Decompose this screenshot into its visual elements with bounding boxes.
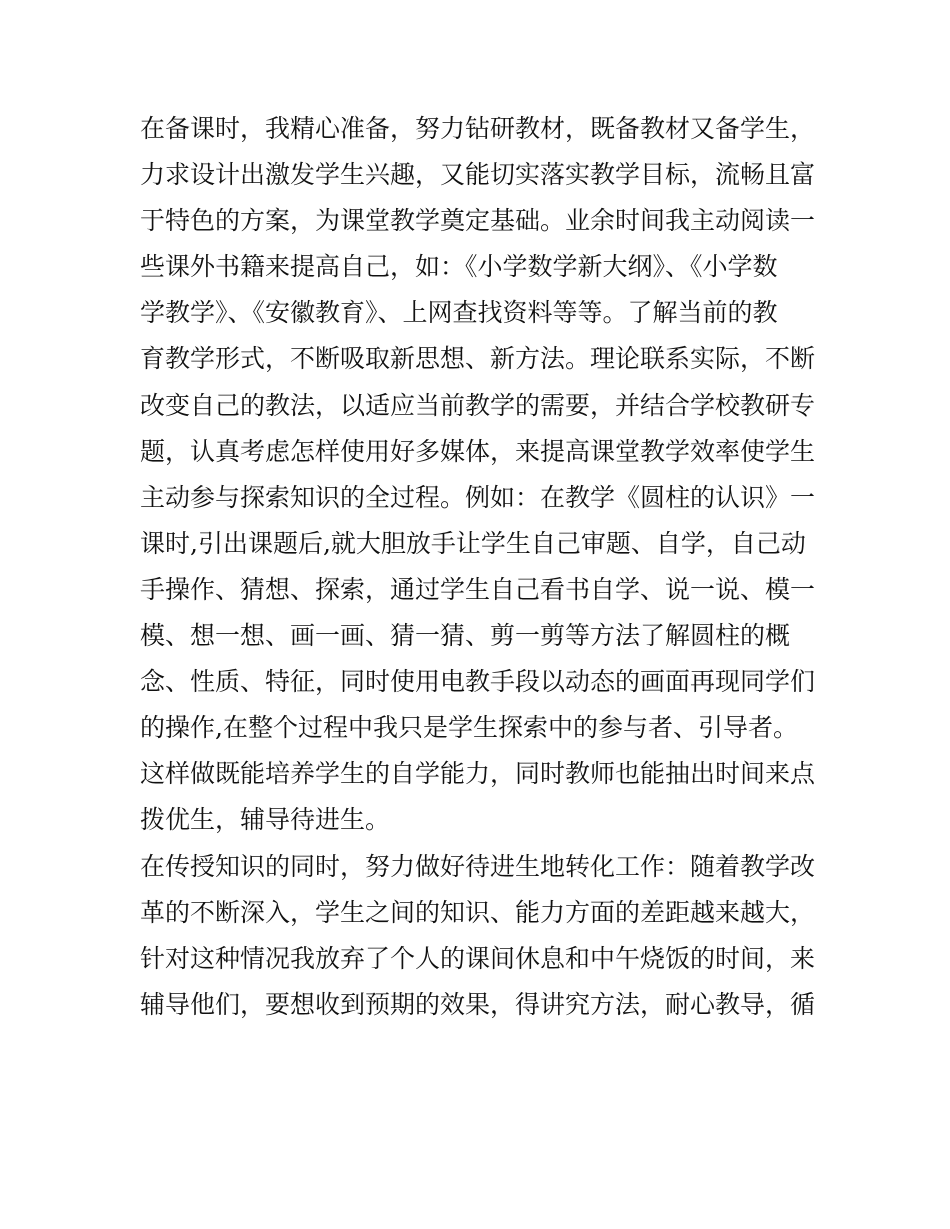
text-line: 针对这种情况我放弃了个人的课间休息和中午烧饭的时间，来 xyxy=(140,943,816,973)
text-line: 辅导他们，要想收到预期的效果，得讲究方法，耐心教导，循 xyxy=(140,989,816,1019)
text-line: 些课外书籍来提高自己，如：《小学数学新大纲》、《小学数 xyxy=(140,252,778,282)
text-line: 主动参与探索知识的全过程。例如：在教学《圆柱的认识》一 xyxy=(140,482,816,512)
text-line: 力求设计出激发学生兴趣，又能切实落实教学目标，流畅且富 xyxy=(140,160,816,190)
text-line: 的操作,在整个过程中我只是学生探索中的参与者、引导者。 xyxy=(140,713,798,743)
text-line: 念、性质、特征，同时使用电教手段以动态的画面再现同学们 xyxy=(140,667,816,697)
text-line: 于特色的方案，为课堂教学奠定基础。业余时间我主动阅读一 xyxy=(140,206,816,236)
text-line: 手操作、猜想、探索，通过学生自己看书自学、说一说、模一 xyxy=(140,574,816,604)
text-line: 在备课时，我精心准备，努力钻研教材，既备教材又备学生， xyxy=(140,114,816,143)
text-line: 育教学形式，不断吸取新思想、新方法。理论联系实际，不断 xyxy=(140,344,816,374)
text-line: 拨优生，辅导待进生。 xyxy=(140,805,391,835)
text-line: 学教学》、《安徽教育》、上网查找资料等等。了解当前的教 xyxy=(140,298,778,328)
text-line: 在传授知识的同时，努力做好待进生地转化工作：随着教学改 xyxy=(140,851,816,881)
body-text xyxy=(140,106,820,1028)
text-line: 革的不断深入，学生之间的知识、能力方面的差距越来越大， xyxy=(140,897,816,927)
text-line: 课时,引出课题后,就大胆放手让学生自己审题、自学，自己动 xyxy=(140,528,806,558)
text-line: 模、想一想、画一画、猜一猜、剪一剪等方法了解圆柱的概 xyxy=(140,621,791,651)
text-line: 题，认真考虑怎样使用好多媒体，来提高课堂教学效率使学生 xyxy=(140,436,816,466)
text-line: 改变自己的教法，以适应当前教学的需要，并结合学校教研专 xyxy=(140,390,816,420)
text-line: 这样做既能培养学生的自学能力，同时教师也能抽出时间来点 xyxy=(140,759,816,789)
